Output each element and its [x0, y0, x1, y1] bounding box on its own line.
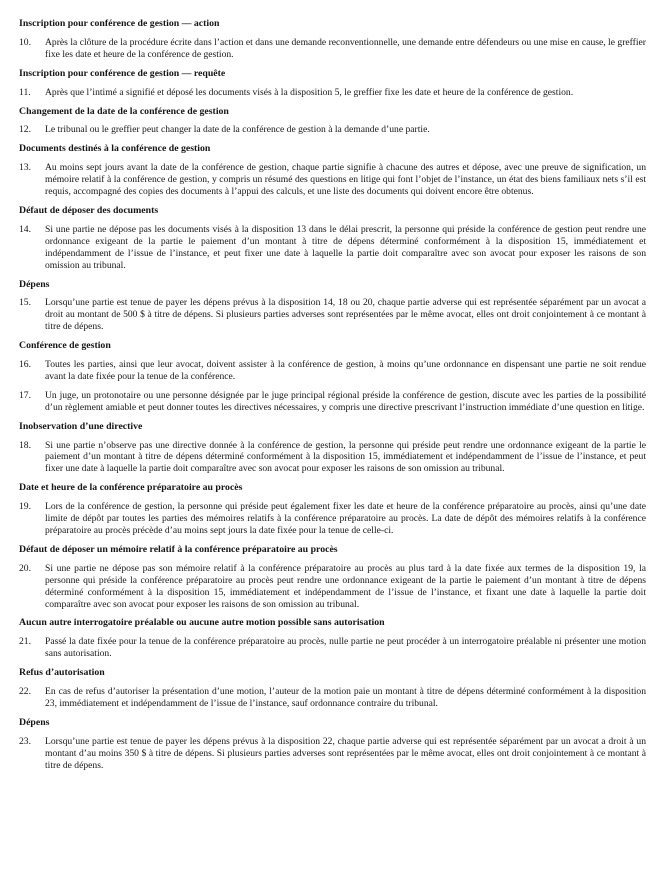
paragraph-17 [19, 390, 646, 414]
paragraph-number: 22. [19, 686, 31, 698]
section-heading: Inscription pour conférence de gestion — action [19, 18, 220, 29]
paragraph-text: En cas de refus d’autoriser la présentation d’une motion, l’auteur de la motion paie un montant à titre de dépens déterminé conformément à la disposition 23, immédiatement et indépendamment de l’issue de l’instance, sauf ordonnance contraire du tribunal. [45, 686, 646, 709]
section-heading: Dépens [19, 278, 50, 290]
section-21 [19, 617, 646, 660]
section-23 [19, 717, 646, 772]
paragraph-text: Après que l’intimé a signifié et déposé les documents visés à la disposition 5, le greffier fixe les date et heure de la conférence de gestion. [45, 86, 574, 98]
paragraph-10 [19, 37, 646, 61]
section-heading: Documents destinés à la conférence de gestion [19, 143, 211, 155]
paragraph-number: 10. [19, 36, 31, 48]
section-heading: Date et heure de la conférence préparatoire au procès [19, 482, 243, 494]
paragraph-number: 19. [19, 501, 31, 513]
paragraph-text: Lorsqu’une partie est tenue de payer les dépens prévus à la disposition 14, 18 ou 20, chaque partie adverse qui est représentée séparément par un avocat a droit au montant de 500 $ à titre de dépens. Si plusieurs parties adverses sont représentées par le même avocat, elles ont droit conjointement à ce montant à titre de dépens. [45, 297, 646, 333]
paragraph-text: Après la clôture de la procédure écrite dans l’action et dans une demande reconventionnelle, une demande entre défendeurs ou une mise en cause, le greffier fixe les date et heure de la conférence de gestion. [45, 36, 646, 60]
paragraph-text: Passé la date fixée pour la tenue de la conférence préparatoire au procès, nulle partie ne peut procéder à un interrogatoire préalable ni présenter une motion sans autorisation. [45, 636, 646, 660]
section-20 [19, 544, 646, 611]
paragraph-23 [19, 736, 646, 772]
section-12 [19, 106, 646, 137]
section-heading: Changement de la date de la conférence de gestion [19, 105, 229, 117]
section-heading: Conférence de gestion [19, 340, 111, 352]
section-15 [19, 279, 646, 334]
section-heading: Défaut de déposer un mémoire relatif à la conférence préparatoire au procès [19, 543, 338, 555]
paragraph-number: 12. [19, 124, 31, 136]
paragraph-number: 18. [19, 439, 31, 451]
section-heading: Dépens [19, 716, 50, 728]
paragraph-13 [19, 162, 646, 198]
paragraph-19 [19, 501, 646, 537]
section-11 [19, 68, 646, 99]
section-13 [19, 143, 646, 198]
paragraph-text: Toutes les parties, ainsi que leur avocat, doivent assister à la conférence de gestion, à moins qu’une ordonnance en dispensant une partie ne soit rendue avant la date fixée pour la tenue de la conférence. [45, 359, 646, 382]
paragraph-text: Lors de la conférence de gestion, la personne qui préside peut également fixer les date et heure de la conférence préparatoire au procès, ainsi qu’une date limite de dépôt par toutes les parties des mémoires relatifs à la conférence préparatoire au procès. La date de dépôt des mémoires relatifs à la conférence préparatoire au procès précède d’au moins sept jours la date fixée pour la tenue de celle-ci. [45, 501, 646, 536]
paragraph-18 [19, 440, 646, 476]
section-heading: Défaut de déposer des documents [19, 204, 159, 216]
paragraph-number: 15. [19, 297, 31, 309]
paragraph-text: Lorsqu’une partie est tenue de payer les dépens prévus à la disposition 22, chaque partie adverse qui est représentée séparément par un avocat a droit à un montant d’au moins 350 $ à titre de dépens. Si plusieurs parties adverses sont représentées par le même avocat, elles ont droit conjointement à ce montant à titre de dépens. [45, 735, 646, 771]
paragraph-text: Si une partie ne dépose pas les documents visés à la disposition 13 dans le délai prescrit, la personne qui préside la conférence de gestion peut rendre une ordonnance exigeant de la partie le paiement d’un montant à titre de dépens déterminé conformément à la disposition 15, immédiatement et indépendamment de l’issue de l’instance, et peut fixer une date à laquelle la partie doit comparaître avec son avocat pour exposer les raisons de son omission au tribunal. [45, 223, 646, 271]
section-16-17 [19, 340, 646, 414]
paragraph-number: 14. [19, 223, 31, 235]
section-heading: Inscription pour conférence de gestion — requête [19, 67, 226, 79]
paragraph-number: 17. [19, 389, 31, 401]
paragraph-text: Si une partie ne dépose pas son mémoire relatif à la conférence préparatoire au procès au plus tard à la date fixée aux termes de la disposition 19, la personne qui préside la conférence préparatoire au procès peut rendre une ordonnance exigeant de la partie le paiement d’un montant à titre de dépens déterminé conformément à la disposition 15, immédiatement et indépendamment de l’issue de l’instance, et fixant une date à laquelle la partie doit comparaître avec son avocat pour exposer les raisons de son omission au tribunal. [45, 562, 646, 610]
paragraph-12 [19, 124, 646, 136]
section-10 [19, 18, 646, 61]
section-22 [19, 667, 646, 710]
section-heading: Inobservation d’une directive [19, 420, 143, 432]
paragraph-21 [19, 636, 646, 660]
paragraph-text: Un juge, un protonotaire ou une personne désignée par le juge principal régional préside la conférence de gestion, discute avec les parties de la possibilité d’un règlement amiable et peut donner toutes les directives nécessaires, y compris une directive prescrivant l’instruction immédiate d’une question en litige. [45, 389, 646, 413]
paragraph-22 [19, 686, 646, 710]
paragraph-number: 11. [19, 86, 31, 98]
paragraph-number: 20. [19, 562, 31, 574]
section-heading: Refus d’autorisation [19, 667, 105, 679]
paragraph-text: Le tribunal ou le greffier peut changer la date de la conférence de gestion à la demande d’une partie. [45, 124, 430, 136]
section-14 [19, 205, 646, 272]
section-heading: Aucun autre interrogatoire préalable ou aucune autre motion possible sans autorisation [19, 617, 385, 629]
paragraph-number: 21. [19, 636, 31, 648]
paragraph-11 [19, 87, 646, 99]
paragraph-text: Si une partie n’observe pas une directive donnée à la conférence de gestion, la personne qui préside peut rendre une ordonnance exigeant de la partie le paiement d’un montant à titre de dépens déterminé conformément à la disposition 15, immédiatement et indépendamment de l’issue de l’instance, et peut fixer une date à laquelle la partie doit comparaître avec son avocat pour exposer les raisons de son omission au tribunal. [45, 439, 646, 475]
paragraph-15 [19, 297, 646, 333]
paragraph-number: 23. [19, 735, 31, 747]
paragraph-text: Au moins sept jours avant la date de la conférence de gestion, chaque partie signifie à chacune des autres et dépose, avec une preuve de signification, un mémoire relatif à la conférence de gestion, y compris un résumé des questions en litige qui font l’objet de l’instance, un état des biens familiaux nets s’il est requis, accompagné des copies des documents à l’appui des calculs, et une liste des documents qui doivent encore être obtenus. [45, 162, 646, 198]
paragraph-number: 13. [19, 162, 31, 174]
section-19 [19, 482, 646, 537]
section-18 [19, 421, 646, 476]
paragraph-14 [19, 224, 646, 272]
paragraph-number: 16. [19, 359, 31, 371]
paragraph-20 [19, 563, 646, 611]
paragraph-16 [19, 359, 646, 383]
